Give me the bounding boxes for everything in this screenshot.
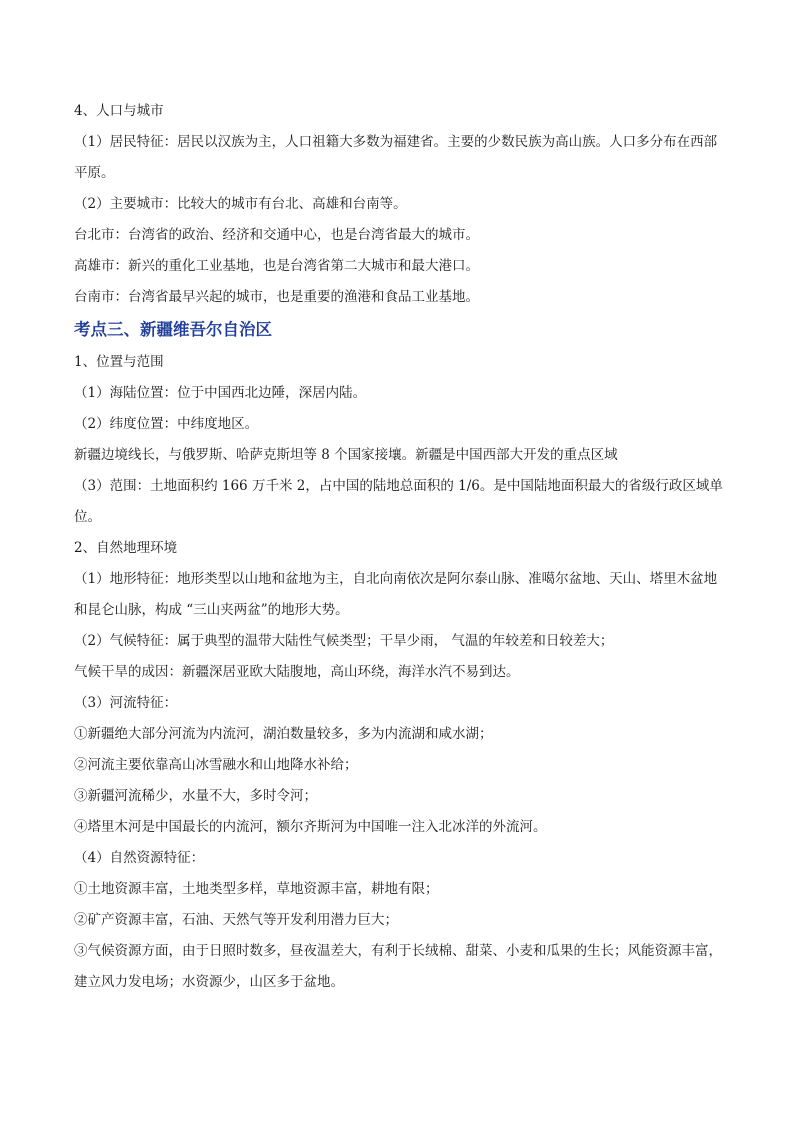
paragraph-sea-land-position: （1）海陆位置：位于中国西北边陲，深居内陆。 <box>74 385 367 401</box>
paragraph-main-cities: （2）主要城市：比较大的城市有台北、高雄和台南等。 <box>74 196 407 212</box>
paragraph-tainan: 台南市：台湾省最早兴起的城市，也是重要的渔港和食品工业基地。 <box>74 289 479 305</box>
list-item-resource: ③气候资源方面，由于日照时数多，昼夜温差大，有利于长绒棉、甜菜、小麦和瓜果的生长；风能资源丰富，建立风力发电场；水资源少，山区多于盆地。 <box>74 943 722 990</box>
subsection-title-population: 4、人口与城市 <box>74 103 164 119</box>
list-item-river: ①新疆绝大部分河流为内流河，湖泊数量较多，多为内流湖和咸水湖； <box>74 726 493 742</box>
paragraph-terrain: （1）地形特征：地形类型以山地和盆地为主，自北向南依次是阿尔泰山脉、准噶尔盆地、天山、塔里木盆地和昆仑山脉，构成 “三山夹两盆”的地形大势。 <box>74 571 718 618</box>
list-item-resource: ②矿产资源丰富，石油、天然气等开发利用潜力巨大； <box>74 912 398 928</box>
document-body <box>74 96 724 998</box>
paragraph-residents: （1）居民特征：居民以汉族为主，人口祖籍大多数为福建省。主要的少数民族为高山族。人口多分布在西部平原。 <box>74 134 718 181</box>
paragraph-kaohsiung: 高雄市：新兴的重化工业基地，也是台湾省第二大城市和最大港口。 <box>74 258 479 274</box>
paragraph-extent: （3）范围：土地面积约 166 万千米 2，占中国的陆地总面积的 1/6。是中国陆地面积最大的省级行政区域单位。 <box>74 478 723 525</box>
paragraph-climate-cause: 气候干旱的成因：新疆深居亚欧大陆腹地，高山环绕，海洋水汽不易到达。 <box>74 664 520 680</box>
paragraph-rivers-title: （3）河流特征： <box>74 695 178 711</box>
section-heading-xinjiang: 考点三、新疆维吾尔自治区 <box>74 320 272 339</box>
subsection-title-location: 1、位置与范围 <box>74 354 164 370</box>
paragraph-latitude-position: （2）纬度位置：中纬度地区。 <box>74 416 259 432</box>
list-item-river: ③新疆河流稀少，水量不大，多时令河； <box>74 788 317 804</box>
list-item-river: ②河流主要依靠高山冰雪融水和山地降水补给； <box>74 757 358 773</box>
subsection-title-natural-environment: 2、自然地理环境 <box>74 540 178 556</box>
list-item-river: ④塔里木河是中国最长的内流河，额尔齐斯河为中国唯一注入北冰洋的外流河。 <box>74 819 547 835</box>
paragraph-resources-title: （4）自然资源特征： <box>74 850 205 866</box>
paragraph-taipei: 台北市：台湾省的政治、经济和交通中心，也是台湾省最大的城市。 <box>74 227 479 243</box>
paragraph-climate: （2）气候特征：属于典型的温带大陆性气候类型；干旱少雨， 气温的年较差和日较差大； <box>74 633 614 649</box>
list-item-resource: ①土地资源丰富，土地类型多样，草地资源丰富，耕地有限； <box>74 881 439 897</box>
paragraph-border: 新疆边境线长，与俄罗斯、哈萨克斯坦等 8 个国家接壤。新疆是中国西部大开发的重点区域 <box>74 447 618 463</box>
